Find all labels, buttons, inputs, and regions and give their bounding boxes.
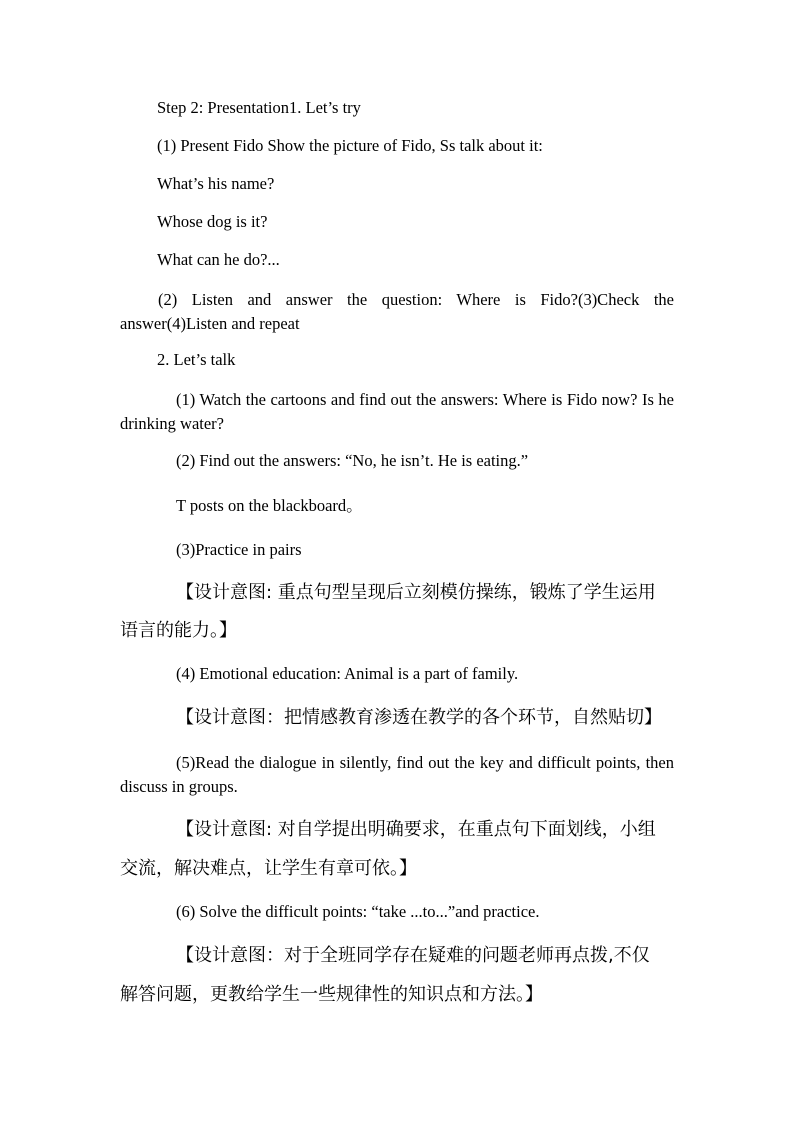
- step-heading: Step 2: Presentation1. Let’s try: [157, 98, 361, 117]
- item-2-6: (6) Solve the difficult points: “take ...to...”and practice.: [176, 902, 540, 921]
- question-name: What’s his name?: [157, 174, 275, 193]
- item-2-3: (3)Practice in pairs: [176, 540, 302, 559]
- design-intent-3a: 【设计意图: 对自学提出明确要求，在重点句下面划线，小组: [176, 819, 656, 840]
- design-intent-4b: 解答问题，更教给学生一些规律性的知识点和方法。】: [120, 984, 543, 1005]
- blackboard-note: T posts on the blackboard。: [176, 496, 363, 515]
- section-2-heading: 2. Let’s talk: [157, 350, 236, 369]
- item-2-2: (2) Find out the answers: “No, he isn’t. He is eating.”: [176, 451, 529, 470]
- item-1-2: (2) Listen and answer the question: Where is Fido?(3)Check the answer(4)Listen and repeat: [120, 290, 674, 333]
- design-intent-1a: 【设计意图: 重点句型呈现后立刻模仿操练，锻炼了学生运用: [176, 582, 656, 603]
- design-intent-4a: 【设计意图：对于全班同学存在疑难的问题老师再点拨,不仅: [176, 945, 650, 966]
- question-can: What can he do?...: [157, 250, 280, 269]
- design-intent-2: 【设计意图：把情感教育渗透在教学的各个环节，自然贴切】: [176, 707, 662, 728]
- item-2-1: (1) Watch the cartoons and find out the answers: Where is Fido now? Is he drinking water?: [120, 390, 674, 433]
- design-intent-3b: 交流，解决难点，让学生有章可依。】: [120, 858, 417, 879]
- item-1-1: (1) Present Fido Show the picture of Fido, Ss talk about it:: [157, 136, 543, 155]
- design-intent-1b: 语言的能力。】: [120, 620, 237, 641]
- question-whose: Whose dog is it?: [157, 212, 268, 231]
- item-2-5: (5)Read the dialogue in silently, find out the key and difficult points, then discuss in groups.: [120, 753, 674, 796]
- item-2-4: (4) Emotional education: Animal is a part of family.: [176, 664, 519, 683]
